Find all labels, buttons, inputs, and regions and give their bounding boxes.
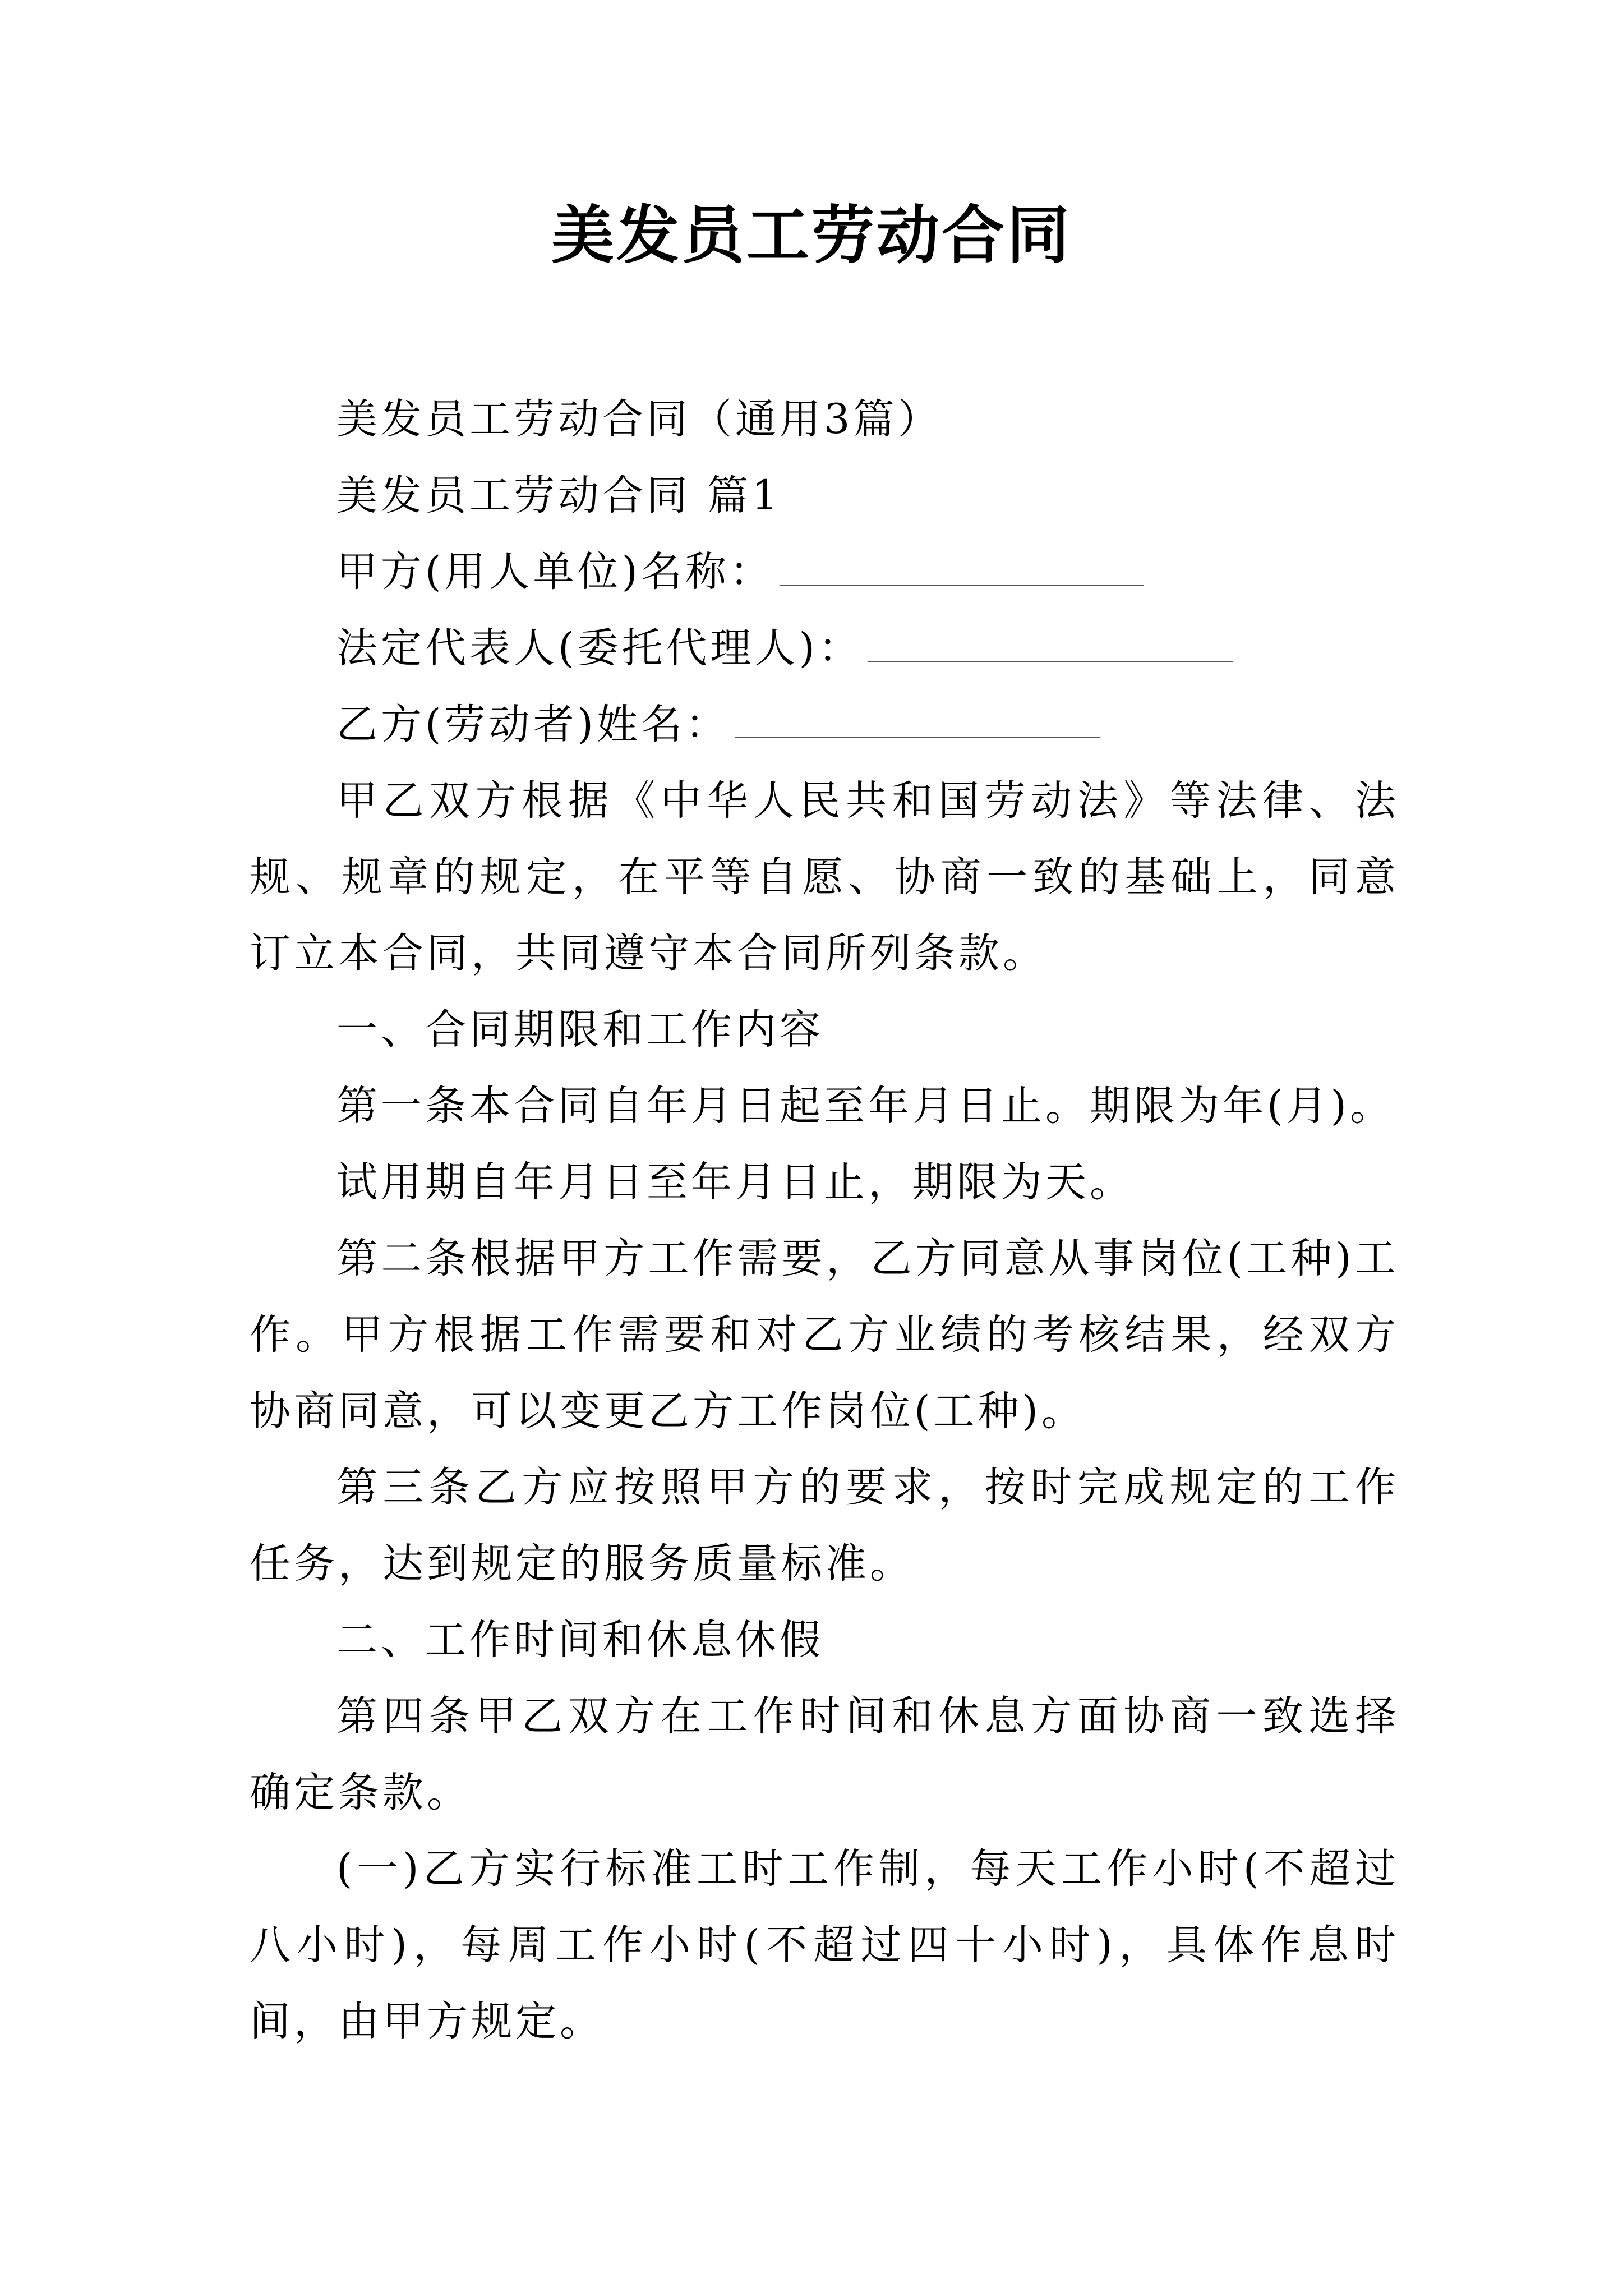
party-b-blank	[735, 703, 1100, 738]
party-b-field	[250, 687, 1399, 763]
party-a-blank	[780, 551, 1144, 586]
article-1: 第一条本合同自年月日起至年月日止。期限为年(月)。	[336, 1082, 1394, 1130]
clause-1: (一)乙方实行标准工时工作制，每天工作小时(不超过八小时)，每周工作小时(不超过四十小时)，具体作息时间，由甲方规定。	[250, 1845, 1399, 2045]
party-a-label: 甲方(用人单位)名称：	[336, 548, 774, 596]
legal-rep-label: 法定代表人(委托代理人)：	[336, 624, 863, 672]
article-3: 第三条乙方应按照甲方的要求，按时完成规定的工作任务，达到规定的服务质量标准。	[250, 1464, 1399, 1588]
legal-rep-blank	[868, 627, 1233, 662]
section-heading: 美发员工劳动合同 篇1	[336, 472, 781, 519]
article-2: 第二条根据甲方工作需要，乙方同意从事岗位(工种)工作。甲方根据工作需要和对乙方业绩的考核结果，经双方协商同意，可以变更乙方工作岗位(工种)。	[250, 1235, 1399, 1435]
legal-rep-field	[250, 610, 1399, 687]
subtitle: 美发员工劳动合同（通用3篇）	[336, 395, 942, 443]
preamble-paragraph: 甲乙双方根据《中华人民共和国劳动法》等法律、法规、规章的规定，在平等自愿、协商一致的基础上，同意订立本合同，共同遵守本合同所列条款。	[250, 777, 1399, 977]
article-4: 第四条甲乙双方在工作时间和休息方面协商一致选择确定条款。	[250, 1692, 1399, 1816]
heading-2: 二、工作时间和休息休假	[336, 1616, 824, 1664]
party-b-label: 乙方(劳动者)姓名：	[336, 701, 730, 748]
party-a-field	[250, 534, 1399, 610]
document-body	[250, 381, 1399, 2060]
heading-1: 一、合同期限和工作内容	[336, 1006, 824, 1053]
document-title: 美发员工劳动合同	[551, 199, 1072, 272]
probation-paragraph: 试用期自年月日至年月日止，期限为天。	[336, 1158, 1134, 1206]
